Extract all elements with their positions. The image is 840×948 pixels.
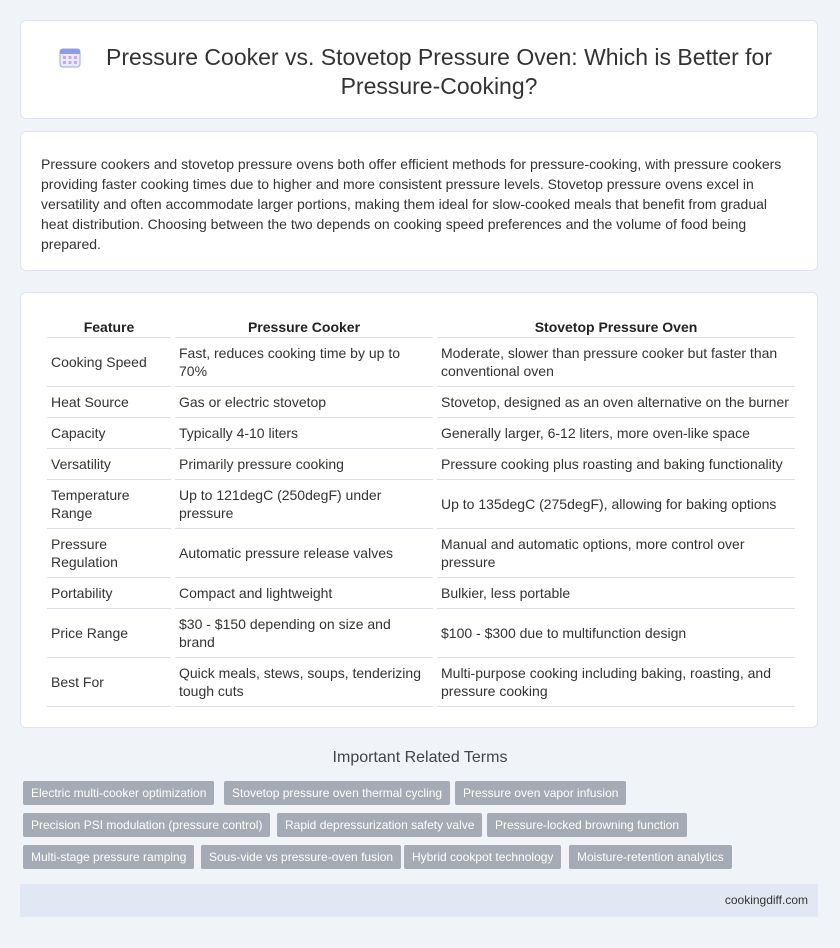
footer <box>20 884 818 917</box>
row-stovetop-oven: Stovetop, designed as an oven alternative on the burner <box>437 387 795 418</box>
row-stovetop-oven: Manual and automatic options, more control over pressure <box>437 529 795 578</box>
row-stovetop-oven: Generally larger, 6-12 liters, more oven-like space <box>437 418 795 449</box>
row-stovetop-oven: Multi-purpose cooking including baking, roasting, and pressure cooking <box>437 658 795 707</box>
table-row <box>47 387 795 418</box>
row-feature: Temperature Range <box>47 480 171 529</box>
row-stovetop-oven: Moderate, slower than pressure cooker but faster than conventional oven <box>437 338 795 387</box>
row-pressure-cooker: Primarily pressure cooking <box>175 449 433 480</box>
row-pressure-cooker: Fast, reduces cooking time by up to 70% <box>175 338 433 387</box>
table-row <box>47 449 795 480</box>
row-feature: Best For <box>47 658 171 707</box>
footer-site-link[interactable]: cookingdiff.com <box>724 893 808 907</box>
table-row <box>47 609 795 658</box>
row-pressure-cooker: Up to 121degC (250degF) under pressure <box>175 480 433 529</box>
row-pressure-cooker: Automatic pressure release valves <box>175 529 433 578</box>
table-row <box>47 338 795 387</box>
row-feature: Versatility <box>47 449 171 480</box>
comparison-table <box>43 315 799 707</box>
related-tag[interactable]: Stovetop pressure oven thermal cycling <box>224 781 450 805</box>
related-tag[interactable]: Sous-vide vs pressure-oven fusion <box>201 845 401 869</box>
related-tag[interactable]: Hybrid cookpot technology <box>404 845 561 869</box>
related-terms-heading: Important Related Terms <box>332 749 508 766</box>
row-stovetop-oven: Up to 135degC (275degF), allowing for baking options <box>437 480 795 529</box>
row-pressure-cooker: Gas or electric stovetop <box>175 387 433 418</box>
table-row <box>47 658 795 707</box>
row-feature: Price Range <box>47 609 171 658</box>
related-tag[interactable]: Pressure-locked browning function <box>487 813 687 837</box>
row-feature: Cooking Speed <box>47 338 171 387</box>
table-row <box>47 418 795 449</box>
comparison-card <box>20 292 818 728</box>
title-card <box>20 20 818 119</box>
header-feature: Feature <box>47 315 171 338</box>
row-stovetop-oven: Pressure cooking plus roasting and baking functionality <box>437 449 795 480</box>
header-pressure-cooker: Pressure Cooker <box>175 315 433 338</box>
table-row <box>47 480 795 529</box>
summary-text: Pressure cookers and stovetop pressure ovens both offer efficient methods for pressure-cooking, with pressure cookers providing faster cooking times due to higher and more consistent pressure levels. Stovetop pressure ovens excel in versatility and often accommodate larger portions, making them ideal for slow-cooked meals that benefit from gradual heat distribution. Choosing between the two depends on cooking speed preferences and the volume of food being prepared. <box>41 156 782 252</box>
table-row <box>47 529 795 578</box>
row-pressure-cooker: Quick meals, stews, soups, tenderizing tough cuts <box>175 658 433 707</box>
table-header-row <box>47 315 795 338</box>
row-pressure-cooker: Compact and lightweight <box>175 578 433 609</box>
row-feature: Capacity <box>47 418 171 449</box>
related-tag[interactable]: Precision PSI modulation (pressure control) <box>23 813 270 837</box>
related-tag[interactable]: Rapid depressurization safety valve <box>277 813 482 837</box>
summary-card <box>20 131 818 271</box>
row-feature: Pressure Regulation <box>47 529 171 578</box>
row-feature: Heat Source <box>47 387 171 418</box>
page-title: Pressure Cooker vs. Stovetop Pressure Oven: Which is Better for Pressure-Cooking? <box>106 44 772 99</box>
header-stovetop-pressure-oven: Stovetop Pressure Oven <box>437 315 795 338</box>
related-tag[interactable]: Moisture-retention analytics <box>569 845 732 869</box>
row-feature: Portability <box>47 578 171 609</box>
related-tag[interactable]: Multi-stage pressure ramping <box>23 845 194 869</box>
row-stovetop-oven: Bulkier, less portable <box>437 578 795 609</box>
row-pressure-cooker: Typically 4-10 liters <box>175 418 433 449</box>
related-tag[interactable]: Electric multi-cooker optimization <box>23 781 214 805</box>
related-tag[interactable]: Pressure oven vapor infusion <box>455 781 626 805</box>
table-row <box>47 578 795 609</box>
row-pressure-cooker: $30 - $150 depending on size and brand <box>175 609 433 658</box>
row-stovetop-oven: $100 - $300 due to multifunction design <box>437 609 795 658</box>
